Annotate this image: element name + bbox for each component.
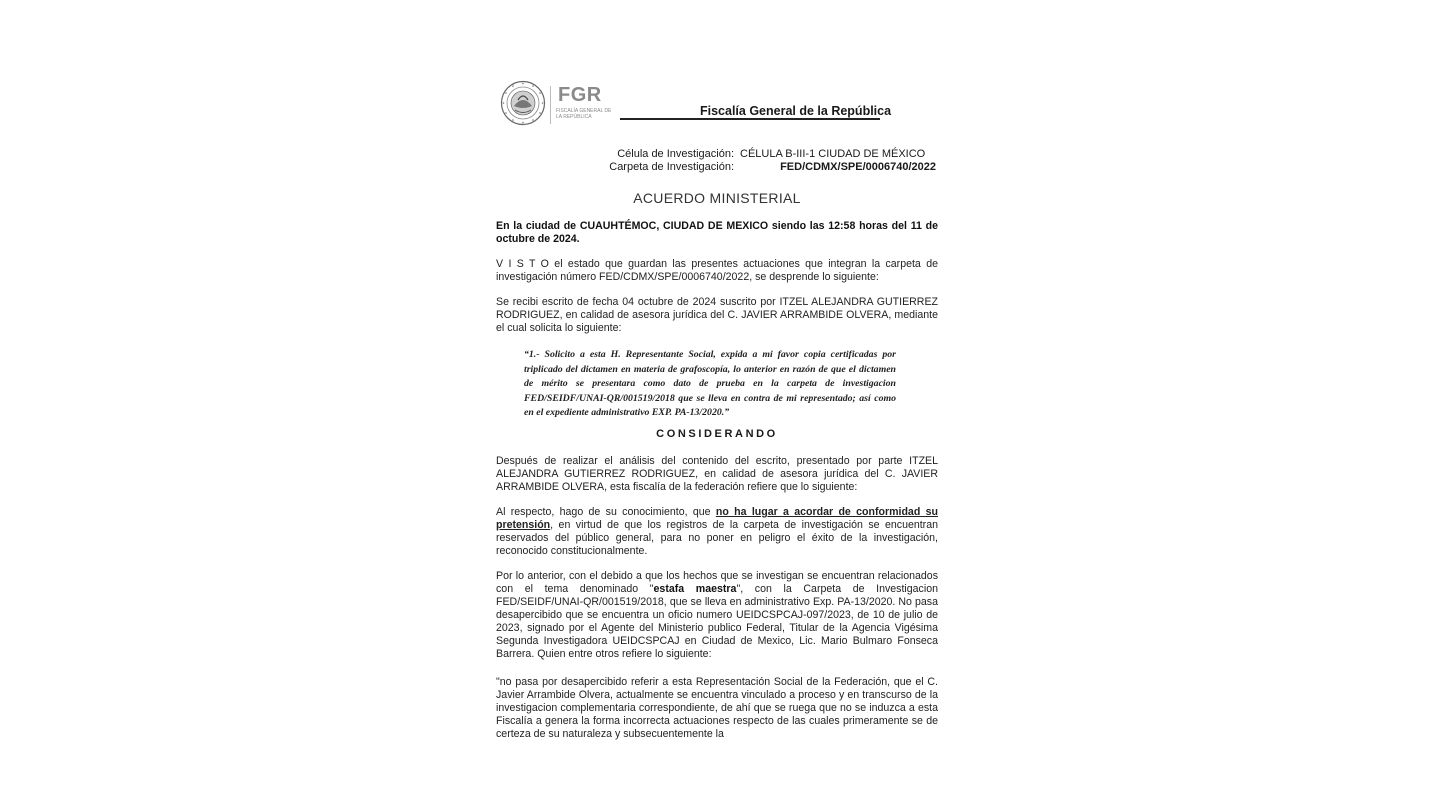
cell-row (604, 148, 936, 161)
visto-paragraph (496, 258, 938, 284)
respecto-emphasis: no ha lugar a acordar de conformidad su pretensión (496, 506, 938, 531)
institution-title: Fiscalía General de la República (700, 104, 892, 118)
opening-text: En la ciudad de CUAUHTÉMOC, CIUDAD DE MEXICO siendo las 12:58 horas del 11 de octubre de 2024. (496, 220, 938, 245)
visto-lead: V I S T O (496, 258, 549, 270)
document-title: ACUERDO MINISTERIAL (633, 190, 801, 206)
document-page (494, 76, 940, 756)
fgr-logo-subtitle: FISCALÍA GENERAL DE LA REPÚBLICA (556, 108, 612, 120)
logo-divider (550, 86, 551, 124)
opening-paragraph (496, 220, 938, 246)
mexico-coat-of-arms-seal (500, 80, 546, 126)
recibi-paragraph: Se recibi escrito de fecha 04 octubre de 2024 suscrito por ITZEL ALEJANDRA GUTIERREZ RODRIGUEZ, en calidad de asesora jurídica del C. JAVIER ARRAMBIDE OLVERA, mediante el cual solicita lo siguiente: (496, 296, 938, 334)
fgr-logo-text: FGR (558, 84, 602, 106)
respecto-after: , en virtud de que los registros de la carpeta de investigación se encuentran reservados del público general, para no poner en peligro el éxito de la investigación, reconocido constitucionalmente. (496, 519, 938, 557)
analisis-paragraph: Después de realizar el análisis del contenido del escrito, presentado por parte ITZEL ALEJANDRA GUTIERREZ RODRIGUEZ, en calidad de asesora jurídica del C. JAVIER ARRAMBIDE OLVERA, esta fiscalía de la federación refiere que lo siguiente: (496, 455, 938, 493)
cell-label: Célula de Investigación: (617, 148, 734, 160)
folder-label: Carpeta de Investigación: (609, 161, 734, 173)
fgr-logo (550, 84, 612, 124)
anterior-before: Por lo anterior, con el debido a que los hechos que se investigan se encuentran relacionados con el tema denominado " (496, 570, 938, 595)
anterior-paragraph (496, 570, 938, 661)
visto-text: el estado que guardan las presentes actuaciones que integran la carpeta de investigación número FED/CDMX/SPE/0006740/2022, se desprende lo siguiente: (496, 258, 938, 283)
respecto-paragraph (496, 506, 938, 558)
cell-value: CÉLULA B-III-1 CIUDAD DE MÉXICO (740, 148, 926, 160)
cita-paragraph: "no pasa por desapercibido referir a esta Representación Social de la Federación, que el C. Javier Arrambide Olvera, actualmente se encuentra vinculado a proceso y en transcurso de la investigacion complementaria correspondiente, de ahí que se ruega que no se induzca a esta Fiscalía a genera la forma incorrecta actuaciones respecto de las cuales primeramente se de certeza de su naturaleza y subsecuentemente la (496, 676, 938, 740)
header-rule (620, 118, 880, 120)
respecto-before: Al respecto, hago de su conocimiento, que (496, 506, 716, 518)
request-quote: “1.- Solicito a esta H. Representante Social, expida a mi favor copia certificadas por triplicado del dictamen en materia de grafoscopía, lo anterior en razón de que el dictamen de mérito se presentara como dato de prueba en la carpeta de investigacion FED/SEIDF/UNAI-QR/001519/2018 que se lleva en contra de mi representado; así como en el expediente administrativo EXP. PA-13/2020.” (524, 349, 896, 418)
folder-row (604, 161, 936, 174)
anterior-emphasis: estafa maestra (653, 583, 737, 595)
folder-value: FED/CDMX/SPE/0006740/2022 (780, 161, 936, 173)
anterior-after: ", con la Carpeta de Investigacion FED/SEIDF/UNAI-QR/001519/2018, que se lleva en administrativo Exp. PA-13/2020. No pasa desapercibido que se encuentra un oficio numero UEIDCSPCAJ-097/2023, de 10 de julio de 2023, signado por el Agente del Ministerio publico Federal, Titular de la Agencia Vigésima Segunda Investigadora UEIDCSPCAJ en Ciudad de Mexico, Lic. Mario Bulmaro Fonseca Barrera. Quien entre otros refiere lo siguiente: (496, 583, 938, 660)
considerando-heading: CONSIDERANDO (656, 428, 778, 440)
case-metadata (604, 148, 936, 174)
